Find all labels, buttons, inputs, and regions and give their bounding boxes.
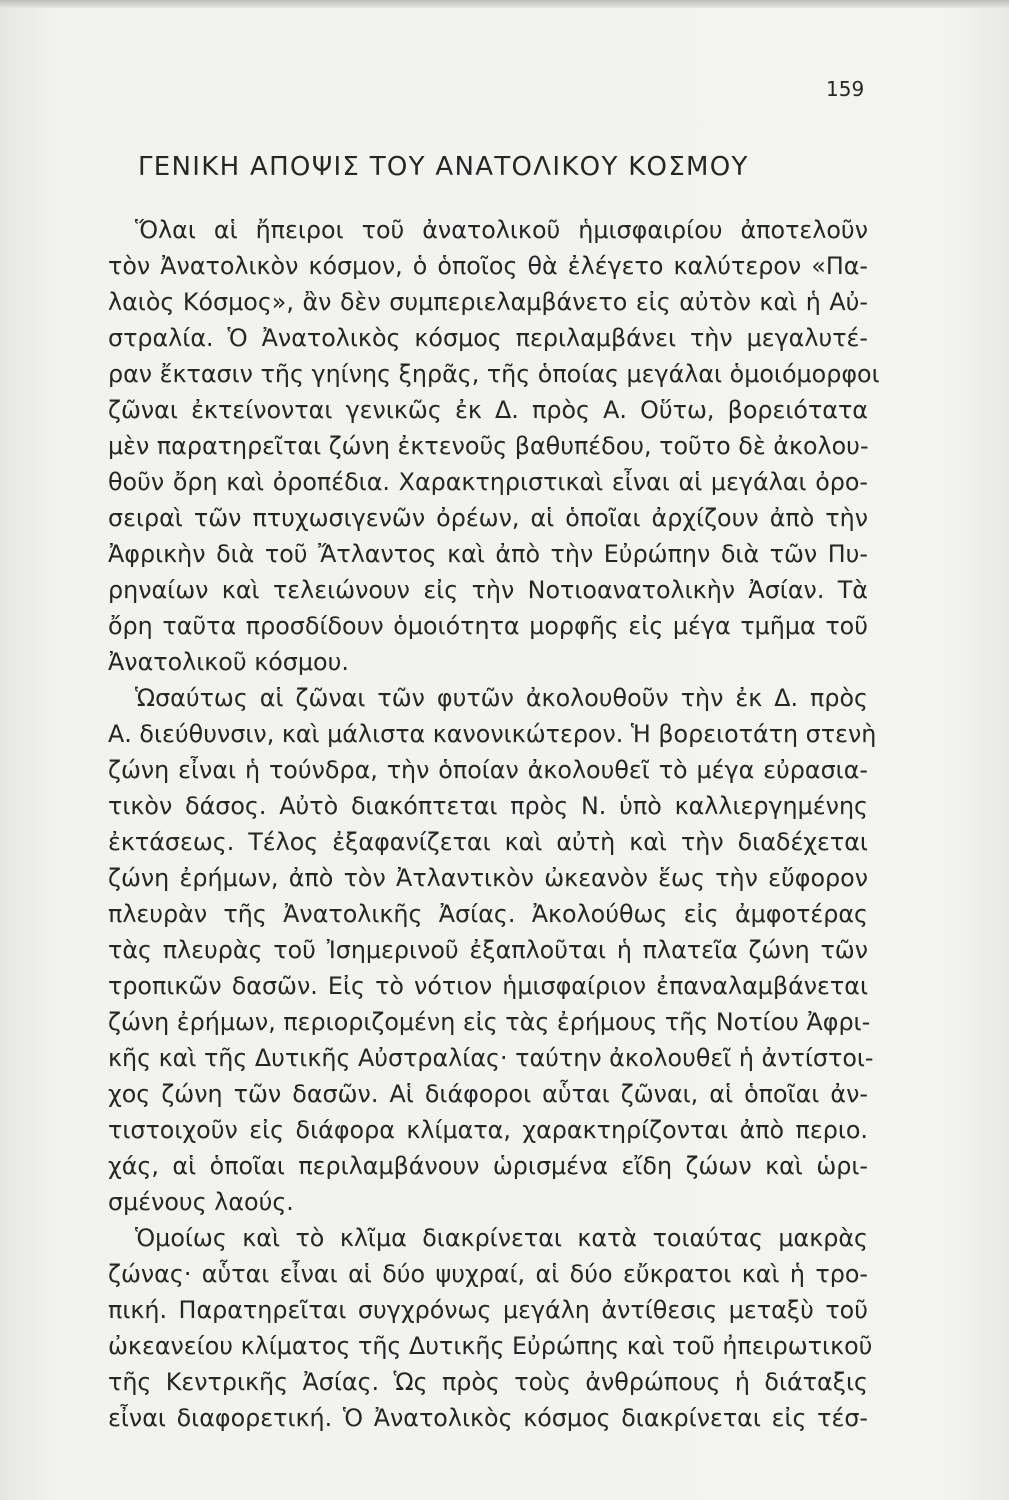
text-line-16: ζώνη εἶναι ἡ τούνδρα, τὴν ὁποίαν ἀκολουθεῖ τὸ μέγα εὐρασια- <box>108 756 868 784</box>
text-line-29: Ὁμοίως καὶ τὸ κλῖμα διακρίνεται κατὰ τοιαύτας μακρὰς <box>135 1224 868 1252</box>
text-line-10: Ἀφρικὴν διὰ τοῦ Ἄτλαντος καὶ ἀπὸ τὴν Εὐρώπην διὰ τῶν Πυ- <box>108 540 868 568</box>
text-line-25: χος ζώνη τῶν δασῶν. Αἱ διάφοροι αὗται ζῶναι, αἱ ὁποῖαι ἀν- <box>108 1080 868 1108</box>
text-line-18: ἐκτάσεως. Τέλος ἐξαφανίζεται καὶ αὐτὴ καὶ τὴν διαδέχεται <box>108 828 868 856</box>
text-line-3: λαιὸς Κόσμος», ἂν δὲν συμπεριελαμβάνετο εἰς αὐτὸν καὶ ἡ Αὐ- <box>108 288 868 316</box>
text-line-9: σειραὶ τῶν πτυχωσιγενῶν ὀρέων, αἱ ὁποῖαι ἀρχίζουν ἀπὸ τὴν <box>108 504 868 532</box>
text-line-22: τροπικῶν δασῶν. Εἰς τὸ νότιον ἡμισφαίριον ἐπαναλαμβάνεται <box>108 972 868 1000</box>
text-line-17: τικὸν δάσος. Αὐτὸ διακόπτεται πρὸς Ν. ὑπὸ καλλιεργημένης <box>108 792 868 820</box>
text-line-4: στραλία. Ὁ Ἀνατολικὸς κόσμος περιλαμβάνει τὴν μεγαλυτέ- <box>108 324 868 352</box>
text-line-14: Ὡσαύτως αἱ ζῶναι τῶν φυτῶν ἀκολουθοῦν τὴν ἐκ Δ. πρὸς <box>135 684 868 712</box>
text-line-5: ραν ἔκτασιν τῆς γηίνης ξηρᾶς, τῆς ὁποίας μεγάλαι ὁμοιόμορφοι <box>108 360 880 388</box>
page-top-edge <box>0 0 1009 8</box>
text-line-6: ζῶναι ἐκτείνονται γενικῶς ἐκ Δ. πρὸς Α. Οὕτω, βορειότατα <box>108 396 868 424</box>
page-heading: ΓΕΝΙΚΗ ΑΠΟΨΙΣ ΤΟΥ ΑΝΑΤΟΛΙΚΟΥ ΚΟΣΜΟΥ <box>138 152 749 182</box>
text-line-7: μὲν παρατηρεῖται ζώνη ἐκτενοῦς βαθυπέδου, τοῦτο δὲ ἀκολου- <box>108 432 869 460</box>
text-line-12: ὄρη ταῦτα προσδίδουν ὁμοιότητα μορφῆς εἰς μέγα τμῆμα τοῦ <box>108 612 868 640</box>
text-line-21: τὰς πλευρὰς τοῦ Ἰσημερινοῦ ἐξαπλοῦται ἡ πλατεῖα ζώνη τῶν <box>108 936 868 964</box>
text-line-34: εἶναι διαφορετική. Ὁ Ἀνατολικὸς κόσμος διακρίνεται εἰς τέσ- <box>108 1404 868 1432</box>
text-line-2: τὸν Ἀνατολικὸν κόσμον, ὁ ὁποῖος θὰ ἐλέγετο καλύτερον «Πα- <box>108 252 868 280</box>
text-line-24: κῆς καὶ τῆς Δυτικῆς Αὐστραλίας· ταύτην ἀκολουθεῖ ἡ ἀντίστοι- <box>108 1044 874 1072</box>
text-line-15: Α. διεύθυνσιν, καὶ μάλιστα κανονικώτερον. Ἡ βορειοτάτη στενὴ <box>108 720 877 748</box>
text-line-28: σμένους λαούς. <box>108 1188 294 1216</box>
text-line-33: τῆς Κεντρικῆς Ἀσίας. Ὡς πρὸς τοὺς ἀνθρώπους ἡ διάταξις <box>108 1368 868 1396</box>
text-line-27: χάς, αἱ ὁποῖαι περιλαμβάνουν ὡρισμένα εἴδη ζώων καὶ ὡρι- <box>108 1152 868 1180</box>
text-line-8: θοῦν ὄρη καὶ ὀροπέδια. Χαρακτηριστικαὶ εἶναι αἱ μεγάλαι ὀρο- <box>108 468 868 496</box>
text-line-26: τιστοιχοῦν εἰς διάφορα κλίματα, χαρακτηρίζονται ἀπὸ περιο. <box>108 1116 868 1144</box>
page-number: 159 <box>826 77 865 101</box>
text-line-1: Ὅλαι αἱ ἤπειροι τοῦ ἀνατολικοῦ ἡμισφαιρίου ἀποτελοῦν <box>135 216 868 244</box>
text-line-23: ζώνη ἐρήμων, περιοριζομένη εἰς τὰς ἐρήμους τῆς Νοτίου Ἀφρι- <box>108 1008 871 1036</box>
text-line-31: πική. Παρατηρεῖται συγχρόνως μεγάλη ἀντίθεσις μεταξὺ τοῦ <box>108 1296 868 1324</box>
text-line-19: ζώνη ἐρήμων, ἀπὸ τὸν Ἀτλαντικὸν ὠκεανὸν ἕως τὴν εὔφορον <box>108 864 868 892</box>
text-line-32: ὠκεανείου κλίματος τῆς Δυτικῆς Εὐρώπης καὶ τοῦ ἠπειρωτικοῦ <box>108 1332 873 1360</box>
text-line-30: ζώνας· αὗται εἶναι αἱ δύο ψυχραί, αἱ δύο εὔκρατοι καὶ ἡ τρο- <box>108 1260 868 1288</box>
text-line-20: πλευρὰν τῆς Ἀνατολικῆς Ἀσίας. Ἀκολούθως εἰς ἀμφοτέρας <box>108 900 868 928</box>
text-line-13: Ἀνατολικοῦ κόσμου. <box>108 648 349 676</box>
text-line-11: ρηναίων καὶ τελειώνουν εἰς τὴν Νοτιοανατολικὴν Ἀσίαν. Τὰ <box>108 576 868 604</box>
